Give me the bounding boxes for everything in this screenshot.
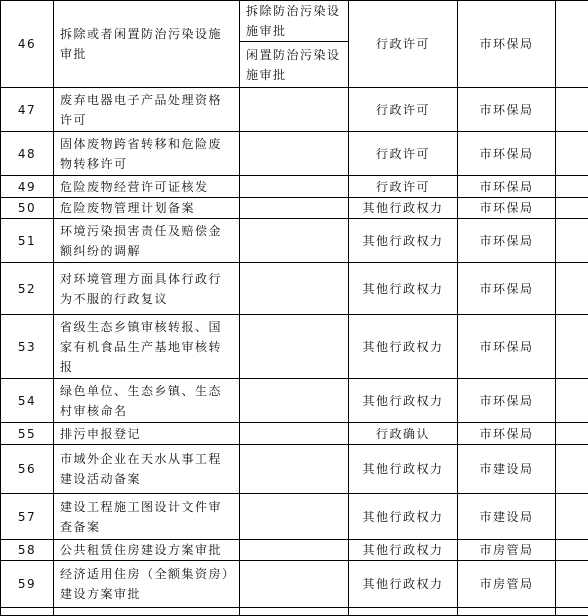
remark-cell: [556, 88, 588, 132]
power-type: 其他行政权力: [349, 219, 458, 263]
department: 市环保局: [458, 379, 556, 423]
row-number: 58: [1, 540, 54, 561]
department: 市环保局: [458, 219, 556, 263]
department: [458, 608, 556, 616]
item-name: 对环境管理方面具体行政行为不服的行政复议: [54, 263, 240, 315]
sub-item-cell: [240, 494, 349, 540]
sub-item-cell: [240, 379, 349, 423]
sub-item-cell: [240, 176, 349, 198]
power-type: 其他行政权力: [349, 540, 458, 561]
row-number: 59: [1, 561, 54, 608]
remark-cell: [556, 132, 588, 176]
power-type: 其他行政权力: [349, 263, 458, 315]
table-row: [1, 608, 588, 616]
table-row: [1, 176, 588, 198]
item-name: 拆除或者闲置防治污染设施审批: [54, 1, 240, 88]
sub-item-cell: [240, 423, 349, 445]
row-number: 46: [1, 1, 54, 88]
item-name: 经济适用住房（全额集资房）建设方案审批: [54, 561, 240, 608]
department: 市建设局: [458, 494, 556, 540]
remark-cell: [556, 494, 588, 540]
row-number: 55: [1, 423, 54, 445]
power-type: 其他行政权力: [349, 445, 458, 494]
department: 市环保局: [458, 423, 556, 445]
row-number: 56: [1, 445, 54, 494]
department: 市环保局: [458, 263, 556, 315]
department: 市环保局: [458, 1, 556, 88]
sub-item-cell: [240, 540, 349, 561]
department: 市环保局: [458, 88, 556, 132]
table-row: [1, 445, 588, 494]
power-type: 其他行政权力: [349, 379, 458, 423]
item-name: [54, 608, 240, 616]
sub-item-cell: [240, 608, 349, 616]
power-type: 其他行政权力: [349, 315, 458, 379]
power-type: 行政许可: [349, 1, 458, 88]
row-number: 54: [1, 379, 54, 423]
item-name: 建设工程施工图设计文件审查备案: [54, 494, 240, 540]
item-name: 绿色单位、生态乡镇、生态村审核命名: [54, 379, 240, 423]
department: 市环保局: [458, 132, 556, 176]
item-name: 公共租赁住房建设方案审批: [54, 540, 240, 561]
table-row: [1, 315, 588, 379]
item-name: 固体废物跨省转移和危险废物转移许可: [54, 132, 240, 176]
power-type: 其他行政权力: [349, 561, 458, 608]
remark-cell: [556, 315, 588, 379]
sub-item-cell: [240, 88, 349, 132]
row-number: 57: [1, 494, 54, 540]
row-number: 51: [1, 219, 54, 263]
item-name: 危险废物经营许可证核发: [54, 176, 240, 198]
item-name: 废弃电器电子产品处理资格许可: [54, 88, 240, 132]
table-row: [1, 198, 588, 219]
table-row: [1, 494, 588, 540]
department: 市环保局: [458, 315, 556, 379]
remark-cell: [556, 263, 588, 315]
remark-cell: [556, 445, 588, 494]
power-type: 其他行政权力: [349, 494, 458, 540]
item-name: 危险废物管理计划备案: [54, 198, 240, 219]
remark-cell: [556, 608, 588, 616]
row-number: 50: [1, 198, 54, 219]
sub-item-name: 拆除防治污染设施审批: [240, 1, 349, 42]
row-number: [1, 608, 54, 616]
department: 市房管局: [458, 540, 556, 561]
department: 市房管局: [458, 561, 556, 608]
remark-cell: [556, 540, 588, 561]
table-row: [1, 379, 588, 423]
table-row: [1, 219, 588, 263]
power-type: [349, 608, 458, 616]
table-row: [1, 132, 588, 176]
table-row: [1, 423, 588, 445]
sub-item-cell: [240, 198, 349, 219]
table-row: [1, 1, 588, 42]
row-number: 53: [1, 315, 54, 379]
sub-item-cell: [240, 219, 349, 263]
department: 市建设局: [458, 445, 556, 494]
item-name: 市域外企业在天水从事工程建设活动备案: [54, 445, 240, 494]
power-type: 行政许可: [349, 176, 458, 198]
remark-cell: [556, 219, 588, 263]
department: 市环保局: [458, 176, 556, 198]
power-type: 行政确认: [349, 423, 458, 445]
sub-item-cell: [240, 263, 349, 315]
remark-cell: [556, 198, 588, 219]
department: 市环保局: [458, 198, 556, 219]
row-number: 47: [1, 88, 54, 132]
item-name: 环境污染损害责任及赔偿金额纠纷的调解: [54, 219, 240, 263]
remark-cell: [556, 423, 588, 445]
table-row: [1, 88, 588, 132]
row-number: 48: [1, 132, 54, 176]
row-number: 52: [1, 263, 54, 315]
item-name: 省级生态乡镇审核转报、国家有机食品生产基地审核转报: [54, 315, 240, 379]
remark-cell: [556, 1, 588, 88]
table-row: [1, 540, 588, 561]
power-type: 行政许可: [349, 88, 458, 132]
sub-item-name: 闲置防治污染设施审批: [240, 42, 349, 88]
sub-item-cell: [240, 315, 349, 379]
sub-item-cell: [240, 445, 349, 494]
power-type: 行政许可: [349, 132, 458, 176]
table-row: [1, 561, 588, 608]
power-type: 其他行政权力: [349, 198, 458, 219]
sub-item-cell: [240, 561, 349, 608]
table-row: [1, 263, 588, 315]
row-number: 49: [1, 176, 54, 198]
remark-cell: [556, 379, 588, 423]
sub-item-cell: [240, 132, 349, 176]
item-name: 排污申报登记: [54, 423, 240, 445]
remark-cell: [556, 176, 588, 198]
remark-cell: [556, 561, 588, 608]
